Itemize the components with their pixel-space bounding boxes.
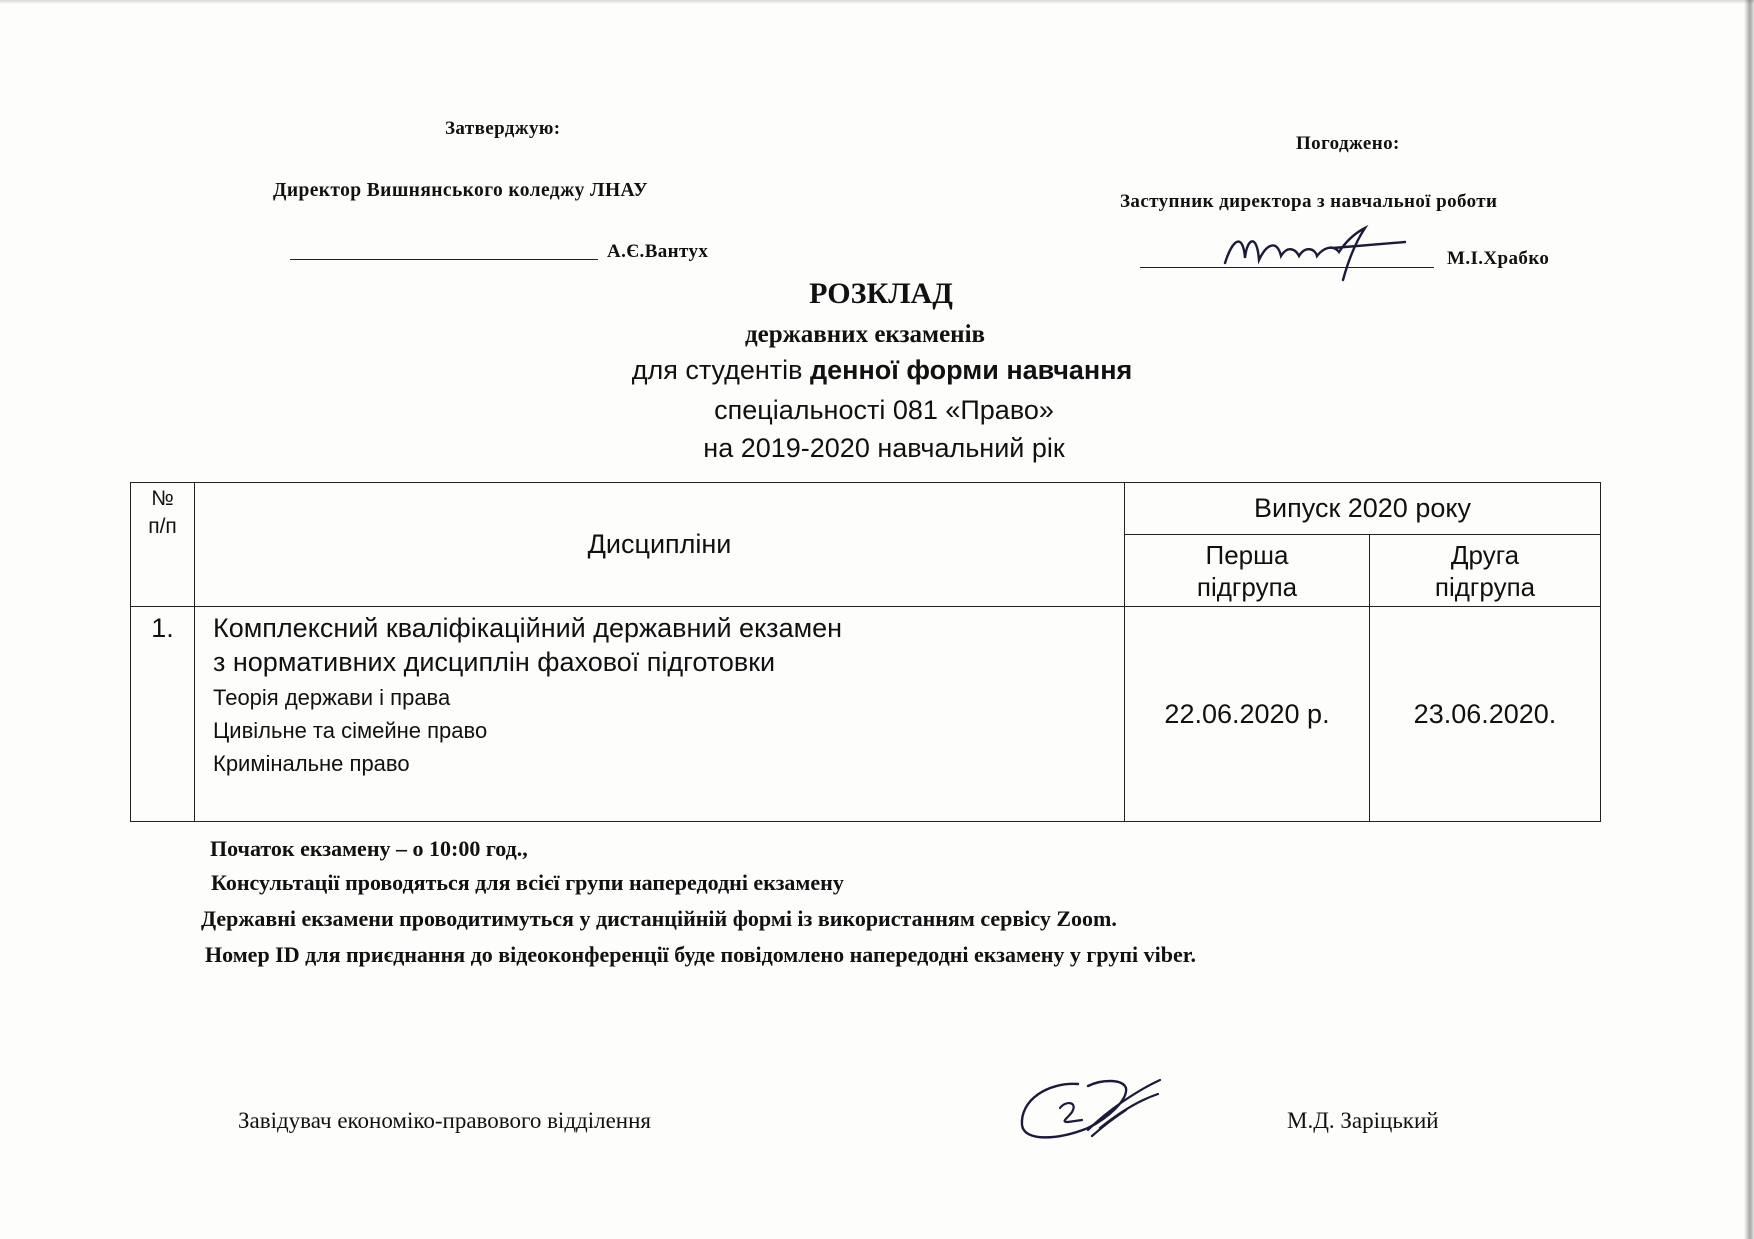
row-number-cell xyxy=(131,607,195,822)
agreed-name: М.І.Храбко xyxy=(1447,248,1550,269)
title-line-4: спеціальності 081 «Право» xyxy=(714,395,1054,425)
approved-heading: Затверджую: xyxy=(445,118,561,139)
exam-title-l1: Комплексний кваліфікаційний державний екзамен xyxy=(213,613,843,643)
note-exam-format: Державні екзамени проводитимуться у дистанційній формі із використанням сервісу Zoom. xyxy=(201,906,1117,931)
subheader-second-cell xyxy=(1370,535,1601,607)
exam-date-first: 22.06.2020 р. xyxy=(1164,698,1330,729)
note-conference-id: Номер ID для приєднання до відеоконференції буде повідомлено напередодні екзамену у групі viber. xyxy=(205,942,1197,967)
title-line-2: державних екзаменів xyxy=(744,321,986,348)
header-number-l2: п/п xyxy=(148,515,177,538)
subheader-first-l2: підгрупа xyxy=(1196,572,1298,602)
row-date-second-cell xyxy=(1370,607,1601,822)
subject-item: Кримінальне право xyxy=(213,751,410,776)
footer-name: М.Д. Заріцький xyxy=(1287,1108,1439,1133)
agreed-heading: Погоджено: xyxy=(1296,133,1400,154)
header-disciplines-cell xyxy=(195,483,1125,607)
row-number: 1. xyxy=(151,613,174,643)
approved-name: А.Є.Вантух xyxy=(607,241,709,262)
exam-title-l2: з нормативних дисциплін фахової підготовки xyxy=(213,647,776,677)
title-line-3-regular: для студентів xyxy=(631,355,803,385)
table-row xyxy=(131,607,1601,822)
footer-position: Завідувач економіко-правового відділення xyxy=(238,1108,652,1133)
subject-item: Теорія держави і права xyxy=(213,685,451,710)
subheader-first-l1: Перша xyxy=(1205,540,1289,570)
title-line-5: на 2019-2020 навчальний рік xyxy=(703,433,1065,463)
scan-top-shadow xyxy=(0,0,1754,4)
title-line-3 xyxy=(0,353,1754,387)
header-number-l1: № xyxy=(151,487,174,510)
approved-signature-line xyxy=(290,259,598,260)
agreed-position: Заступник директора з навчальної роботи xyxy=(1120,191,1498,212)
note-consultations: Консультації проводяться для всієї групи напередодні екзамену xyxy=(211,870,844,895)
table-header-row xyxy=(131,483,1601,535)
document-title: РОЗКЛАД xyxy=(809,277,953,310)
subheader-second-l1: Друга xyxy=(1450,540,1520,570)
subheader-first-cell xyxy=(1125,535,1370,607)
subheader-second-l2: підгрупа xyxy=(1434,572,1536,602)
header-group: Випуск 2020 року xyxy=(1254,493,1471,523)
exam-schedule-table xyxy=(130,482,1601,822)
header-number-cell xyxy=(131,483,195,607)
exam-date-second: 23.06.2020. xyxy=(1413,698,1557,729)
subject-item: Цивільне та сімейне право xyxy=(213,718,488,743)
row-exam-cell xyxy=(195,607,1125,822)
header-group-cell xyxy=(1125,483,1601,535)
row-date-first-cell xyxy=(1125,607,1370,822)
footer-signature xyxy=(1008,1070,1178,1155)
note-start-time: Початок екзамену – о 10:00 год., xyxy=(210,836,528,861)
title-line-3-bold: денної форми навчання xyxy=(810,355,1133,385)
approved-position: Директор Вишнянського коледжу ЛНАУ xyxy=(273,180,649,201)
scan-edge-shadow xyxy=(1744,0,1754,1239)
header-disciplines: Дисципліни xyxy=(587,529,732,559)
